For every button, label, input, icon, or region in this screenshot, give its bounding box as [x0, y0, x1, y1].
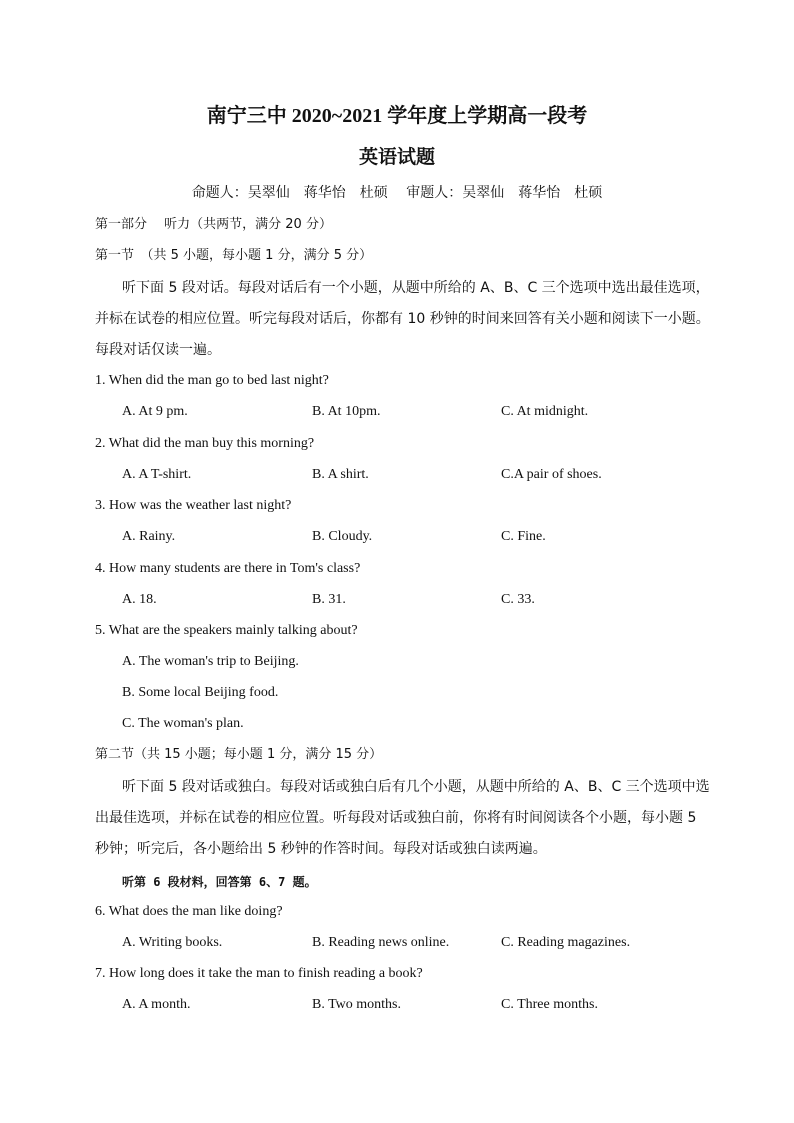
option-c: C. Fine. [501, 529, 546, 544]
material-hint: 听第 6 段材料，回答第 6、7 题。 [122, 875, 317, 889]
authors-line: 命题人：吴翠仙 蒋华怡 杜硕 审题人：吴翠仙 蒋华怡 杜硕 [191, 185, 603, 201]
option-c: C. Reading magazines. [501, 935, 631, 950]
page-title: 南宁三中 2020~2021 学年度上学期高一段考 [206, 105, 588, 127]
option-a: A. 18. [122, 592, 157, 607]
option-a: A. A month. [122, 997, 191, 1012]
section1-instruction-line: 听下面 5 段对话。每段对话后有一个小题，从题中所给的 A、B、C 三个选项中选出最佳选项， [122, 280, 710, 296]
option-b: B. 31. [312, 592, 346, 607]
question-4: 4. How many students are there in Tom's class? [95, 561, 361, 576]
question-3: 3. How was the weather last night? [95, 498, 292, 513]
section1-instruction-line: 并标在试卷的相应位置。听完每段对话后，你都有 10 秒钟的时间来回答有关小题和阅读下一小题。 [95, 311, 710, 327]
section1-heading: 第一节 （共 5 小题，每小题 1 分，满分 5 分） [95, 248, 373, 263]
option-c: C. At midnight. [501, 404, 589, 419]
section2-instruction-line: 听下面 5 段对话或独白。每段对话或独白后有几个小题，从题中所给的 A、B、C 三个选项中选 [122, 779, 710, 795]
option-c: C. Three months. [501, 997, 598, 1012]
option-b: B. Some local Beijing food. [122, 685, 279, 700]
option-a: A. A T-shirt. [122, 467, 192, 482]
question-1: 1. When did the man go to bed last night? [95, 373, 329, 388]
option-a: A. The woman's trip to Beijing. [122, 654, 299, 669]
question-5: 5. What are the speakers mainly talking about? [95, 623, 358, 638]
option-b: B. Two months. [312, 997, 401, 1012]
section2-instruction-line: 出最佳选项，并标在试卷的相应位置。听每段对话或独白前，你将有时间阅读各个小题，每小题 5 [95, 810, 697, 826]
option-c: C. The woman's plan. [122, 716, 244, 731]
option-a: A. Rainy. [122, 529, 176, 544]
section2-instruction-line: 秒钟；听完后，各小题给出 5 秒钟的作答时间。每段对话或独白读两遍。 [95, 841, 547, 857]
option-a: A. At 9 pm. [122, 404, 188, 419]
option-c: C.A pair of shoes. [501, 467, 602, 482]
section2-heading: 第二节（共 15 小题；每小题 1 分，满分 15 分） [95, 747, 383, 762]
option-b: B. At 10pm. [312, 404, 381, 419]
option-c: C. 33. [501, 592, 535, 607]
section1-instruction-line: 每段对话仅读一遍。 [95, 342, 221, 358]
option-a: A. Writing books. [122, 935, 223, 950]
question-6: 6. What does the man like doing? [95, 904, 283, 919]
question-7: 7. How long does it take the man to finish reading a book? [95, 966, 423, 981]
option-b: B. Reading news online. [312, 935, 450, 950]
question-2: 2. What did the man buy this morning? [95, 436, 315, 451]
option-b: B. A shirt. [312, 467, 369, 482]
part1-heading: 第一部分 听力（共两节，满分 20 分） [95, 217, 332, 232]
option-b: B. Cloudy. [312, 529, 373, 544]
page-subtitle: 英语试题 [358, 147, 435, 168]
